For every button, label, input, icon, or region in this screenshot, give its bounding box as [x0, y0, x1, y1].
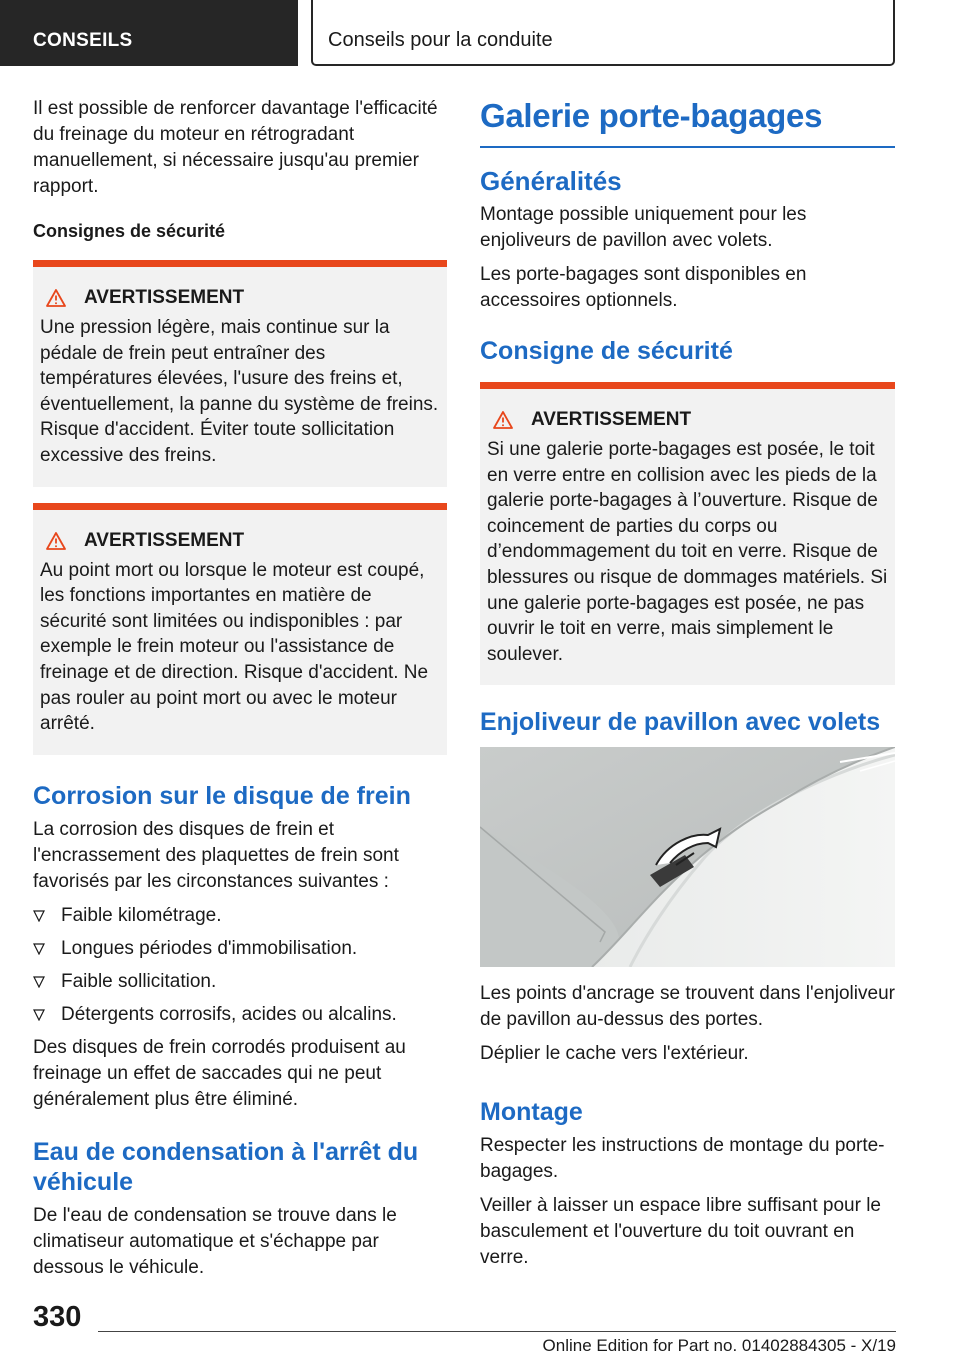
corrosion-heading: Corrosion sur le disque de frein: [33, 781, 411, 810]
trim-heading: Enjoliveur de pavillon avec volets: [480, 708, 881, 737]
list-item: Détergents corrosifs, acides ou alcalins.: [33, 1002, 447, 1029]
list-item: Longues périodes d'immobilisation.: [33, 936, 447, 963]
page-header: [0, 0, 960, 66]
general-p1: Montage possible uniquement pour les enjoliveurs de pavillon avec volets.: [480, 204, 807, 251]
montage-p1: Respecter les instructions de montage du porte-bagages.: [480, 1135, 885, 1183]
roof-trim-photo: [480, 747, 895, 967]
intro-paragraph: Il est possible de renforcer davantage l'efficacité du freinage du moteur en rétrogradant manuellement, si nécessaire jusqu'au premier rapport.: [33, 98, 438, 197]
corrosion-intro: La corrosion des disques de frein et l'encrassement des plaquettes de frein sont favorisés par les circonstances suivantes :: [33, 818, 399, 892]
montage-p2: Veiller à laisser un espace libre suffisant pour le basculement et l'ouverture du toit ouvrant en verre.: [480, 1195, 881, 1269]
edition-note: Online Edition for Part no. 01402884305 - X/19: [542, 1336, 896, 1355]
footer-divider: [98, 1331, 896, 1332]
warning-triangle-icon: [493, 411, 513, 429]
warning-title: AVERTISSEMENT: [84, 287, 245, 308]
safety-heading: Consigne de sécurité: [480, 337, 733, 365]
section-tab: CONSEILS: [0, 0, 298, 66]
warning-title: AVERTISSEMENT: [84, 529, 245, 551]
chapter-tab: Conseils pour la conduite: [311, 0, 895, 66]
montage-heading: Montage: [480, 1098, 583, 1127]
warning-box-brake-pressure: [33, 260, 447, 487]
condensation-text: De l'eau de condensation se trouve dans le climatiseur automatique et s'échappe par dessous le véhicule.: [33, 1204, 397, 1278]
trim-p1: Les points d'ancrage se trouvent dans l'enjoliveur de pavillon au-dessus des portes.: [480, 983, 895, 1031]
corrosion-list: [33, 903, 447, 1029]
general-p2: Les porte-bagages sont disponibles en accessoires optionnels.: [480, 264, 807, 311]
triangle-bullet-icon: [33, 969, 61, 996]
right-column: [480, 96, 895, 1279]
triangle-bullet-icon: [33, 1002, 61, 1029]
list-item: Faible kilométrage.: [33, 903, 447, 930]
triangle-bullet-icon: [33, 936, 61, 963]
page-number: 330: [33, 1301, 82, 1333]
condensation-heading: Eau de condensation à l'arrêt du véhicule: [33, 1137, 419, 1196]
trim-p2: Déplier le cache vers l'extérieur.: [480, 1043, 749, 1065]
warning-text: Une pression légère, mais continue sur la pédale de frein peut entraîner des températures élevées, l'usure des freins et, éventuellement, la panne du système de freins. Risque d'accident. Éviter toute sollicitation excessive des freins.: [40, 317, 439, 466]
left-column: [33, 96, 447, 1289]
triangle-bullet-icon: [33, 903, 61, 930]
warning-triangle-icon: [46, 532, 66, 550]
general-heading: Généralités: [480, 166, 622, 196]
list-item: Faible sollicitation.: [33, 969, 447, 996]
warning-box-neutral: [33, 503, 447, 755]
warning-triangle-icon: [46, 289, 66, 307]
warning-text: Si une galerie porte-bagages est posée, le toit en verre entre en collision avec les pieds de la galerie porte-bagages à l’ouverture. Risque de coincement de parties du corps ou d’endommagement du toit en verre. Risque de blessures ou risque de dommages matériels. Si une galerie porte-bagages est posée, ne pas ouvrir le toit en verre, mais simplement le soulever.: [487, 439, 888, 665]
corrosion-outro: Des disques de frein corrodés produisent au freinage un effet de saccades qui ne peut généralement plus être éliminé.: [33, 1036, 406, 1110]
section-title: Galerie porte-bagages: [480, 96, 895, 148]
safety-subheading: Consignes de sécurité: [33, 221, 226, 241]
warning-text: Au point mort ou lorsque le moteur est coupé, les fonctions importantes en matière de sécurité sont limitées ou indisponibles : par exemple le frein moteur ou l'assistance de freinage et de direction. Risque d'accident. Ne pas rouler au point mort ou avec le moteur arrêté.: [40, 559, 429, 735]
warning-box-glass-roof: [480, 382, 895, 685]
warning-title: AVERTISSEMENT: [531, 409, 692, 430]
